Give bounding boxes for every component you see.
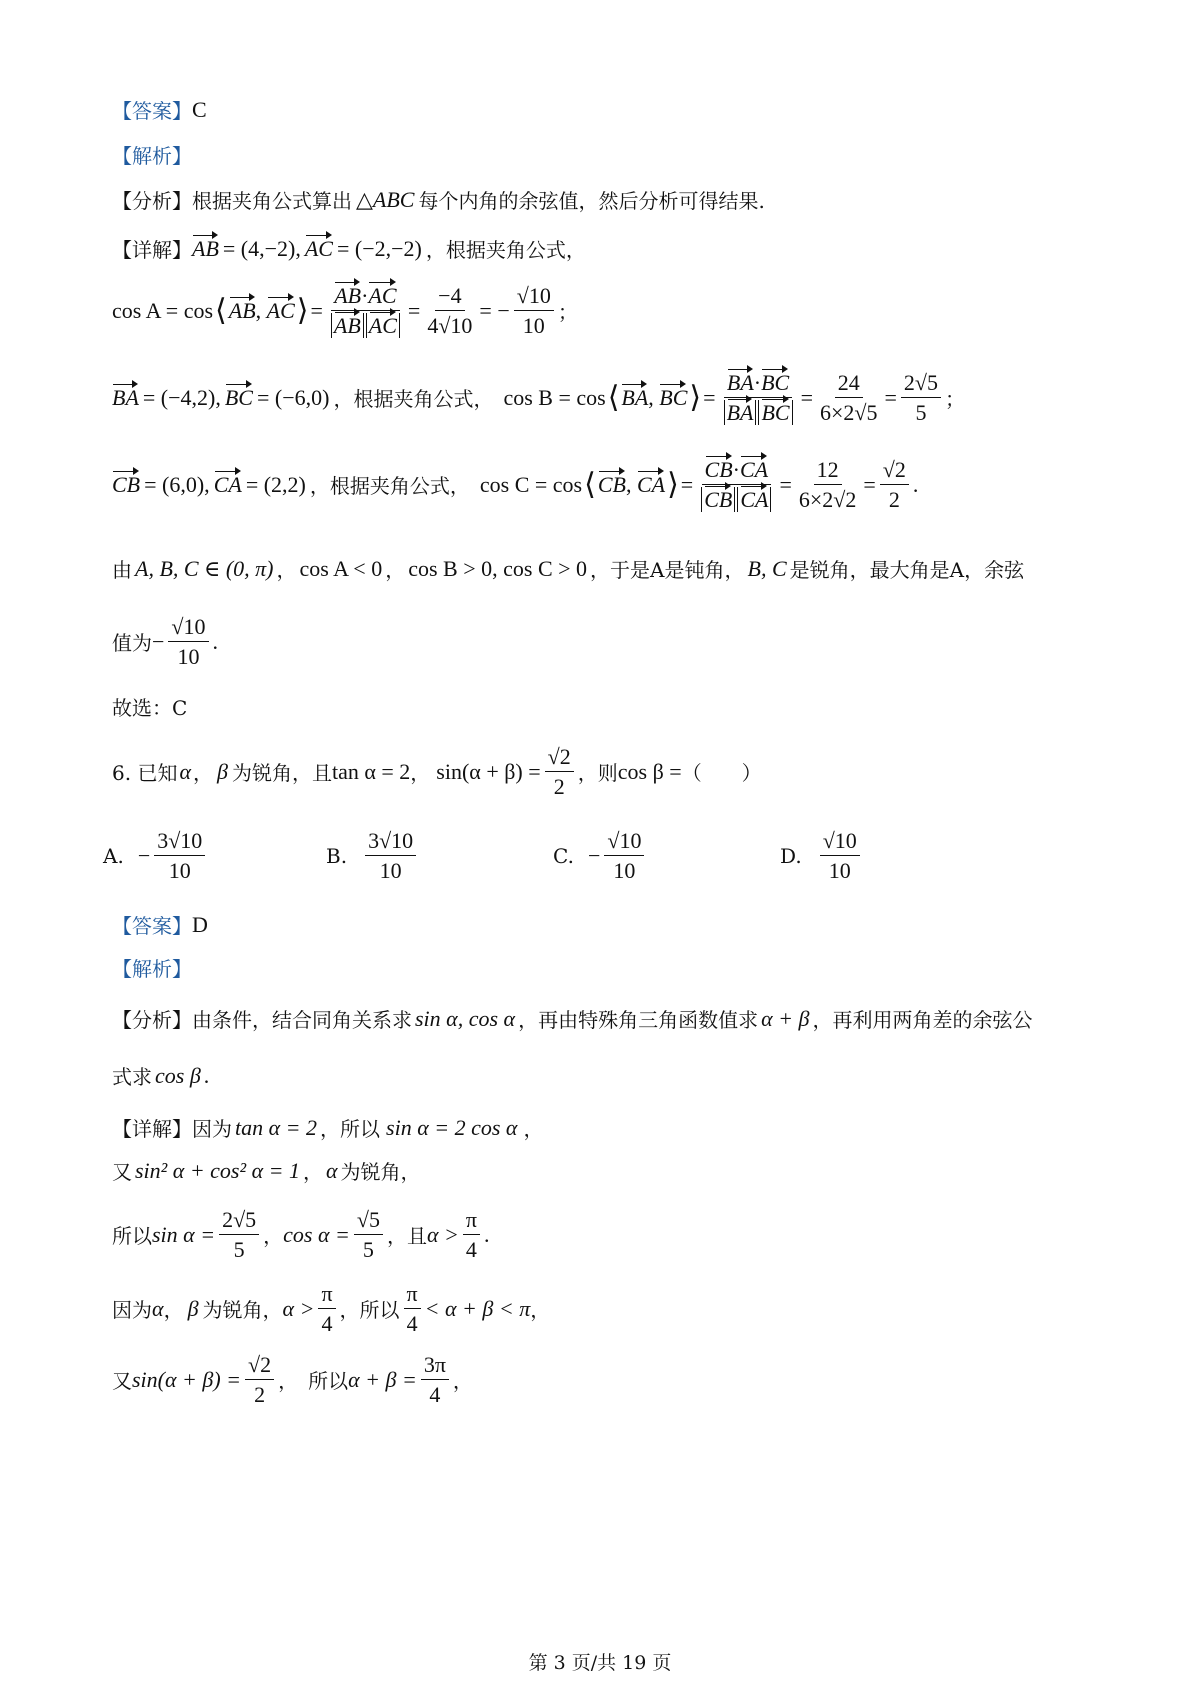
cosA-line: cos A = cos ⟨ AB, AC ⟩ = $\frac{AB\cdot AC}{\text{AB AC}}$ = $\frac{-4}{4√10}$ = − $\frac{√10}{10}$ ； <box>112 283 578 339</box>
q5-conclusion-line: 由 A, B, C ∈ (0, π) ， cos A < 0 ， cos B > 0, cos C > 0 ，于是A是钝角， B, C 是锐角，最大角是A，余弦 <box>112 555 1025 582</box>
cosA-frac2: $\frac{-4}{4√10}$ <box>427 283 473 339</box>
cosC-result: $\frac{√2}{2}$ <box>880 457 909 513</box>
cosC-line: CB = (6,0), CA = (2,2) ，根据夹角公式， cos C = cos ⟨ CB, CA ⟩ = $\frac{CB\cdot CA}{\text{CB CA}}$ = $\frac{12}{6\times 2√2}$ = $\frac{√2}{2}$ . <box>112 457 919 513</box>
q6-fenxi-line2: 式求 cos β . <box>112 1062 210 1089</box>
vec-ba: BA <box>112 384 139 410</box>
q6-analysis-line: 【解析】 <box>112 957 192 981</box>
cosC-frac2: $\frac{12}{6\times 2√2}$ <box>798 457 857 513</box>
cosB-line: BA = (−4,2), BC = (−6,0) ，根据夹角公式， cos B = cos ⟨ BA, BC ⟩ = $\frac{BA\cdot BC}{\text{BA BC}}$ = $\frac{24}{6\times 2√5}$ = $\frac{2√5}{5}$ ； <box>112 370 965 426</box>
detail-tag: 【详解】 <box>112 238 192 262</box>
q5-detail-line <box>112 234 586 263</box>
page-footer: 第 3 页/共 19 页 <box>528 1652 672 1674</box>
q6-detail-line3: 所以 sin α = $\frac{2√5}{5}$ ， cos α = $\frac{√5}{5}$ ，且 α > $\frac{\pi}{4}$ . <box>112 1207 490 1263</box>
q5-conclusion-line2: 值为 − $\frac{√10}{10}$ . <box>112 614 218 670</box>
vec-ab: AB <box>192 235 219 261</box>
fenxi-text: 根据夹角公式算出 <box>192 189 352 213</box>
cosA-result: $\frac{√10}{10}$ <box>514 283 554 339</box>
option-d[interactable]: D. $\frac{√10}{10}$ <box>780 828 864 884</box>
cosB-frac1: $\frac{BA\cdot BC}{\text{BA BC}}$ <box>720 370 797 426</box>
vec-ca: CA <box>213 471 242 497</box>
q6-answer-line: 【答案】 D <box>112 911 208 938</box>
option-c[interactable]: C. − $\frac{√10}{10}$ <box>553 828 648 884</box>
cosC-frac1: $\frac{CB\cdot CA}{\text{CB CA}}$ <box>697 457 775 513</box>
q6-stem: 6. 已知 α ， β 为锐角，且 tan α = 2 ， sin(α + β) = $\frac{√2}{2}$ ，则 cos β = （ ） <box>112 744 762 800</box>
q5-max-cos: $\frac{√10}{10}$ <box>168 614 208 670</box>
q6-detail-line2: 又 sin² α + cos² α = 1 ， α 为锐角， <box>112 1157 421 1184</box>
cosB-result: $\frac{2√5}{5}$ <box>901 370 941 426</box>
q6-detail-line5: 又 sin(α + β) = $\frac{√2}{2}$ ， 所以 α + β = $\frac{3\pi}{4}$ ， <box>112 1352 473 1408</box>
answer-value: C <box>192 96 207 122</box>
fenxi-tail: 每个内角的余弦值，然后分析可得结果. <box>418 189 765 213</box>
q5-analysis-line <box>112 140 192 169</box>
fenxi-tag: 【分析】 <box>112 189 192 213</box>
detail-tail: ，根据夹角公式， <box>425 238 586 262</box>
cosB-frac2: $\frac{24}{6\times 2√5}$ <box>820 370 878 426</box>
q6-answer-value: D <box>192 911 208 937</box>
option-a[interactable]: A. − $\frac{3√10}{10}$ <box>103 828 209 884</box>
vec-ac: AC <box>304 235 333 261</box>
q5-choose-line <box>112 692 187 721</box>
analysis-tag: 【解析】 <box>112 144 192 168</box>
q5-answer-line <box>112 95 207 124</box>
vec-bc: BC <box>224 384 253 410</box>
answer-tag: 【答案】 <box>112 99 192 123</box>
choose-text: 故选：C <box>112 696 188 720</box>
q6-detail-line1: 【详解】 因为 tan α = 2 ，所以 sin α = 2 cos α ， <box>112 1114 544 1141</box>
cosA-lhs: cos A = cos <box>112 297 214 323</box>
fenxi-triangle: △ABC <box>356 186 415 212</box>
vec-cb: CB <box>112 471 141 497</box>
option-b[interactable]: B. $\frac{3√10}{10}$ <box>326 828 420 884</box>
q6-fenxi-line: 【分析】 由条件，结合同角关系求 sin α, cos α ，再由特殊角三角函数值求 α + β ，再利用两角差的余弦公 <box>112 1005 1033 1032</box>
cosA-frac1: $\frac{AB\cdot AC}{\text{AB AC}}$ <box>327 283 404 339</box>
q6-detail-line4: 因为 α ， β 为锐角， α > $\frac{\pi}{4}$ ，所以 $\frac{\pi}{4}$ < α + β < π ， <box>112 1281 551 1337</box>
ac-value: = (−2,−2) <box>336 235 422 261</box>
q5-fenxi-line <box>112 185 765 214</box>
ab-value: = (4,−2), <box>222 235 301 261</box>
